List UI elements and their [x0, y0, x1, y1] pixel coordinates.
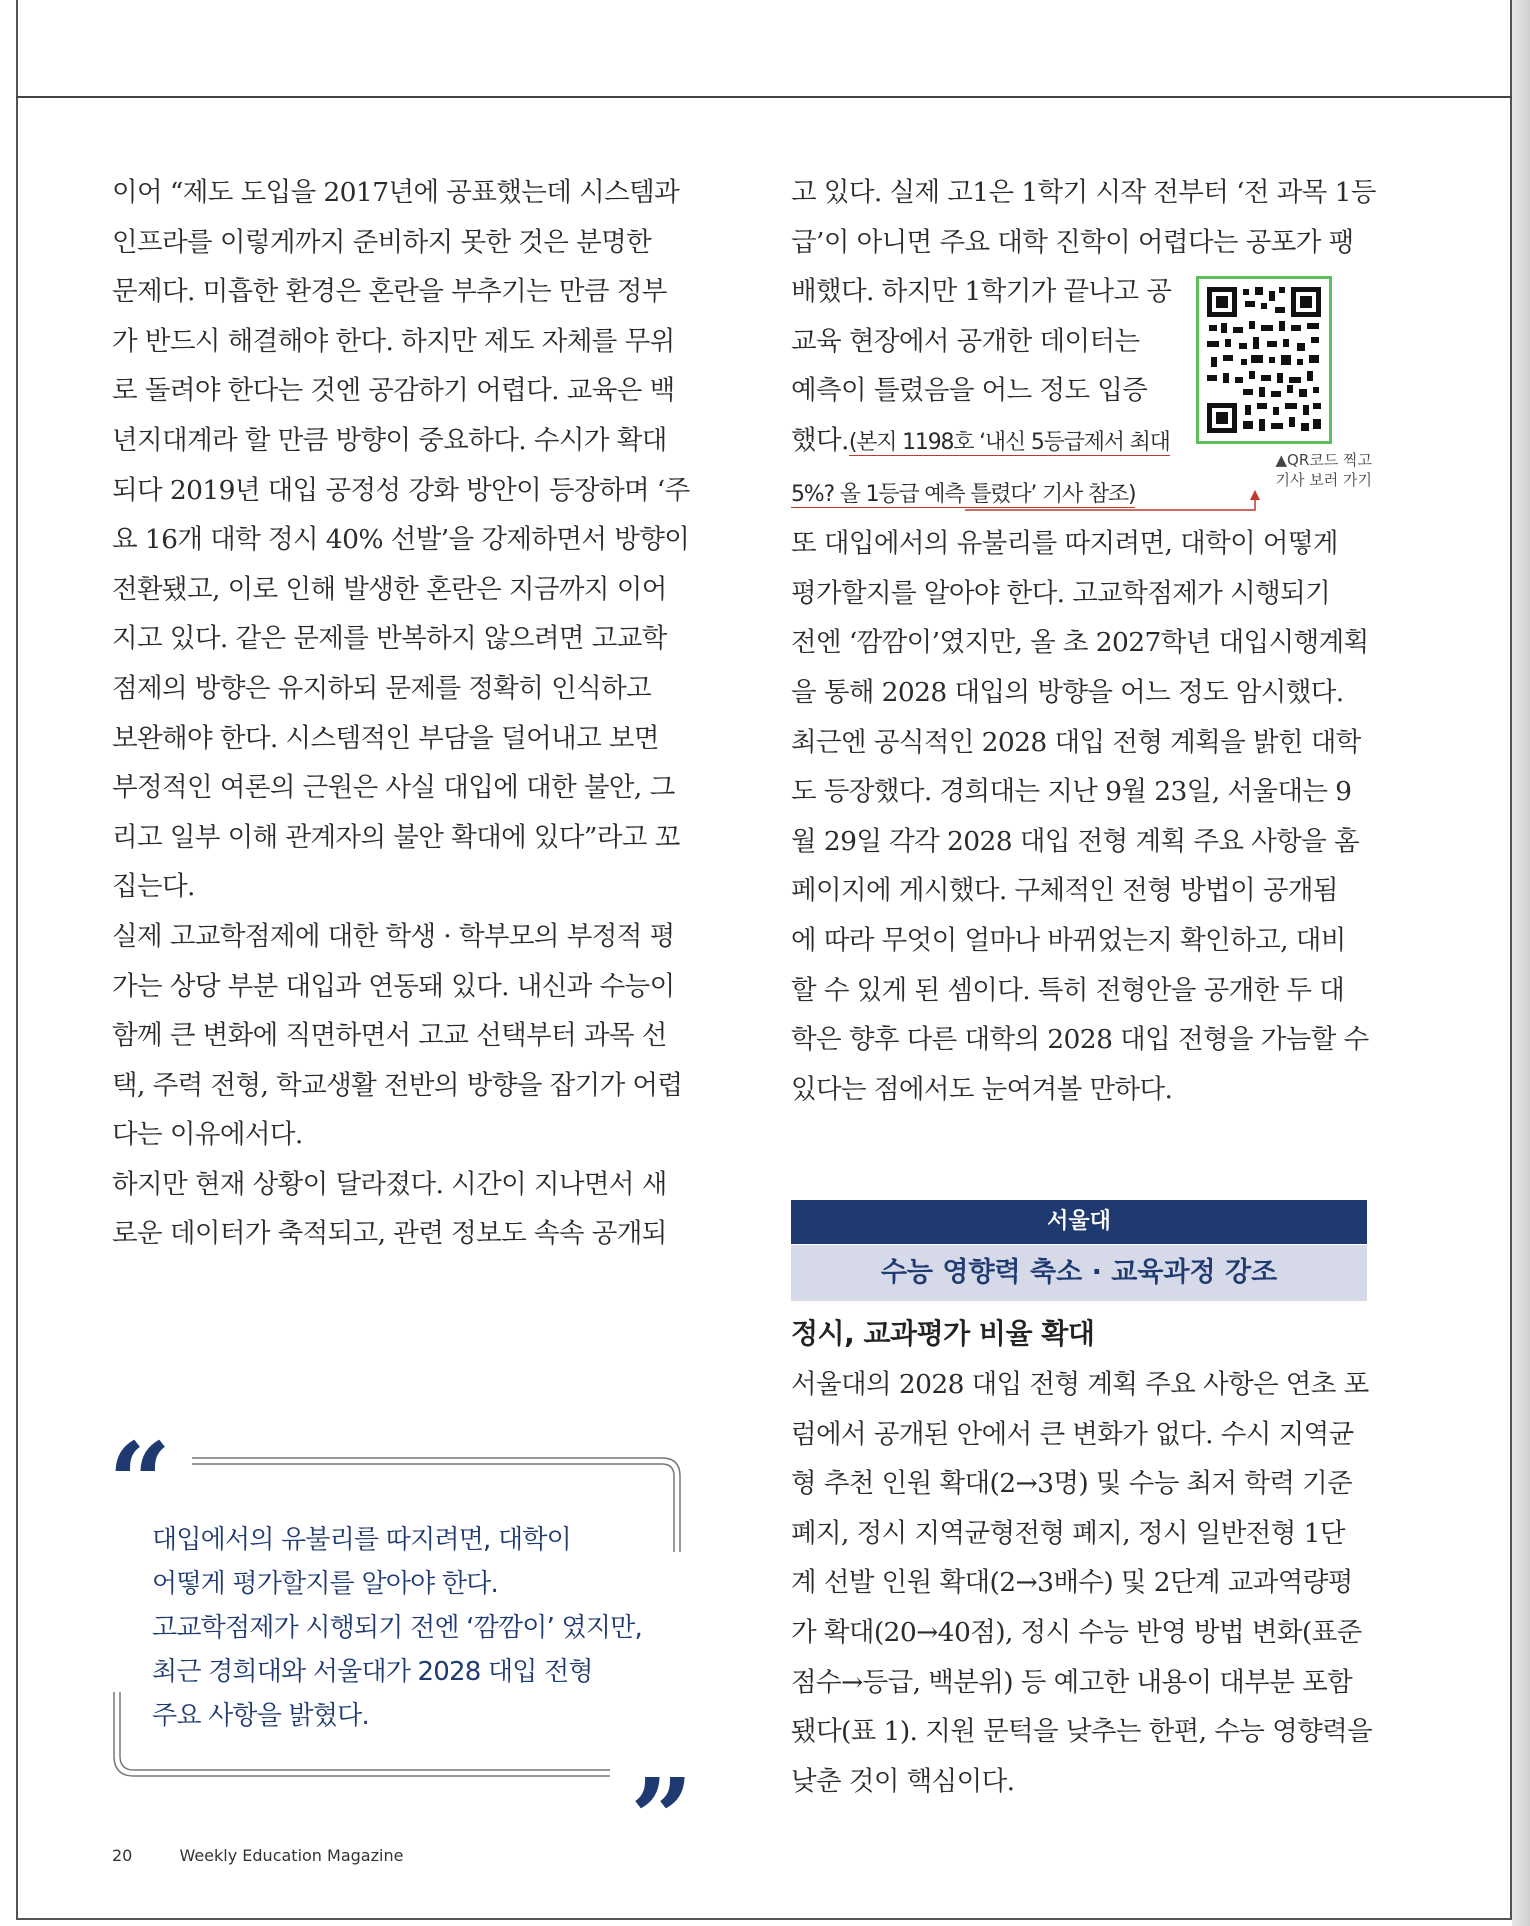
- text-line: 집는다.: [112, 871, 195, 903]
- text-line: 년지대계라 할 만큼 방향이 중요하다. 수시가 확대: [112, 424, 667, 456]
- text-line: 서울대의 2028 대입 전형 계획 주요 사항은 연초 포: [791, 1369, 1369, 1400]
- qr-code[interactable]: [1196, 276, 1332, 444]
- text-line: 급’이 아니면 주요 대학 진학이 어렵다는 공포가 팽: [791, 226, 1354, 258]
- text-line: 택, 주력 전형, 학교생활 전반의 방향을 잡기가 어렵: [112, 1069, 683, 1101]
- pull-quote-line: 주요 사항을 밝혔다.: [152, 1701, 369, 1731]
- pull-quote-line: 어떻게 평가할지를 알아야 한다.: [152, 1569, 498, 1599]
- page-edge-shadow: [1512, 0, 1530, 1926]
- text-line: 계 선발 인원 확대(2→3배수) 및 2단계 교과역량평: [791, 1567, 1353, 1599]
- qr-pointer-arrow-icon: [965, 490, 1265, 520]
- text-line: 로 돌려야 한다는 것엔 공감하기 어렵다. 교육은 백: [112, 375, 675, 407]
- magazine-name: Weekly Education Magazine: [179, 1846, 404, 1865]
- text-line: 실제 고교학점제에 대한 학생 · 학부모의 부정적 평: [112, 920, 675, 952]
- text-line: 교육 현장에서 공개한 데이터는: [791, 325, 1140, 357]
- page-footer: [112, 1846, 403, 1865]
- text-span: 했다.: [791, 424, 849, 456]
- text-line: 가 확대(20→40점), 정시 수능 반영 방법 변화(표준: [791, 1616, 1362, 1648]
- text-line: 로운 데이터가 축적되고, 관련 정보도 속속 공개되: [112, 1218, 667, 1250]
- article-reference-link-cont[interactable]: 5%? 올 1등급 예측 틀렸다’ 기사 참조): [791, 481, 1136, 507]
- quote-open-mark: “: [108, 1418, 172, 1547]
- pull-quote-text: [152, 1518, 642, 1738]
- text-line: 되다 2019년 대입 공정성 강화 방안이 등장하며 ‘주: [112, 474, 690, 506]
- qr-caption-line: ▲QR코드 찍고: [1275, 451, 1372, 469]
- text-line: 배했다. 하지만 1학기가 끝나고 공: [791, 276, 1172, 308]
- text-line: 문제다. 미흡한 환경은 혼란을 부추기는 만큼 정부: [112, 276, 667, 308]
- section-subhead: 정시, 교과평가 비율 확대: [791, 1317, 1095, 1350]
- text-line: 낮춘 것이 핵심이다.: [791, 1765, 1015, 1797]
- text-line: 럼에서 공개된 안에서 큰 변화가 없다. 수시 지역균: [791, 1418, 1354, 1450]
- text-line: 에 따라 무엇이 얼마나 바뀌었는지 확인하고, 대비: [791, 924, 1346, 956]
- text-line: 또 대입에서의 유불리를 따지려면, 대학이 어떻게: [791, 528, 1338, 560]
- text-line: 리고 일부 이해 관계자의 불안 확대에 있다”라고 꼬: [112, 821, 680, 853]
- pull-quote-line: 최근 경희대와 서울대가 2028 대입 전형: [152, 1657, 593, 1687]
- header-rule: [16, 96, 1512, 98]
- text-line: 요 16개 대학 정시 40% 선발’을 강제하면서 방향이: [112, 524, 690, 556]
- text-line: 최근엔 공식적인 2028 대입 전형 계획을 밝힌 대학: [791, 726, 1361, 758]
- text-line: 이어 “제도 도입을 2017년에 공표했는데 시스템과: [112, 177, 680, 208]
- right-column-bottom: [791, 1360, 1376, 1806]
- qr-code-icon: [1205, 285, 1323, 435]
- text-line: 월 29일 각각 2028 대입 전형 계획 주요 사항을 홈: [791, 825, 1359, 857]
- text-line: 평가할지를 알아야 한다. 고교학점제가 시행되기: [791, 577, 1331, 609]
- section-label-box: 서울대: [791, 1200, 1367, 1244]
- text-line: 전엔 ‘깜깜이’였지만, 올 초 2027학년 대입시행계획: [791, 627, 1369, 659]
- text-line: 보완해야 한다. 시스템적인 부담을 덜어내고 보면: [112, 722, 659, 754]
- text-line: 할 수 있게 된 셈이다. 특히 전형안을 공개한 두 대: [791, 974, 1345, 1006]
- text-line: 점제의 방향은 유지하되 문제를 정확히 인식하고: [112, 672, 652, 704]
- text-line: 부정적인 여론의 근원은 사실 대입에 대한 불안, 그: [112, 772, 675, 804]
- section-title-box: 수능 영향력 축소 · 교육과정 강조: [791, 1245, 1367, 1301]
- text-line: 폐지, 정시 지역균형전형 폐지, 정시 일반전형 1단: [791, 1517, 1345, 1549]
- text-line: 지고 있다. 같은 문제를 반복하지 않으려면 고교학: [112, 623, 667, 655]
- text-line: 페이지에 게시했다. 구체적인 전형 방법이 공개됨: [791, 875, 1338, 907]
- text-line: 됐다(표 1). 지원 문턱을 낮추는 한편, 수능 영향력을: [791, 1716, 1373, 1748]
- text-line: 을 통해 2028 대입의 방향을 어느 정도 암시했다.: [791, 676, 1344, 708]
- text-line: 있다는 점에서도 눈여겨볼 만하다.: [791, 1073, 1173, 1105]
- qr-caption-line: 기사 보러 가기: [1275, 471, 1372, 489]
- quote-close-mark: ”: [630, 1754, 694, 1883]
- text-line: 가 반드시 해결해야 한다. 하지만 제도 자체를 무위: [112, 325, 675, 357]
- text-line: 점수→등급, 백분위) 등 예고한 내용이 대부분 포함: [791, 1666, 1353, 1698]
- text-line: 다는 이유에서다.: [112, 1119, 303, 1151]
- text-line: 전환됐고, 이로 인해 발생한 혼란은 지금까지 이어: [112, 573, 667, 605]
- article-reference-link[interactable]: (본지 1198호 ‘내신 5등급제서 최대: [848, 429, 1170, 455]
- text-line: 함께 큰 변화에 직면하면서 고교 선택부터 과목 선: [112, 1020, 667, 1052]
- left-column: [112, 168, 692, 1259]
- text-line: 가는 상당 부분 대입과 연동돼 있다. 내신과 수능이: [112, 970, 675, 1002]
- text-line: 고 있다. 실제 고1은 1학기 시작 전부터 ‘전 과목 1등: [791, 177, 1376, 208]
- qr-caption: [1232, 450, 1372, 490]
- text-line: 도 등장했다. 경희대는 지난 9월 23일, 서울대는 9: [791, 776, 1352, 808]
- text-line: 하지만 현재 상황이 달라졌다. 시간이 지나면서 새: [112, 1168, 667, 1200]
- text-line: 예측이 틀렸음을 어느 정도 입증: [791, 375, 1148, 407]
- pull-quote-line: 대입에서의 유불리를 따지려면, 대학이: [152, 1525, 571, 1555]
- text-line: 학은 향후 다른 대학의 2028 대입 전형을 가늠할 수: [791, 1024, 1369, 1056]
- pull-quote-line: 고교학점제가 시행되기 전엔 ‘깜깜이’ 였지만,: [152, 1613, 642, 1643]
- page-number: 20: [112, 1846, 133, 1865]
- text-line: 인프라를 이렇게까지 준비하지 못한 것은 분명한: [112, 226, 652, 258]
- text-line: 형 추천 인원 확대(2→3명) 및 수능 최저 학력 기준: [791, 1468, 1353, 1500]
